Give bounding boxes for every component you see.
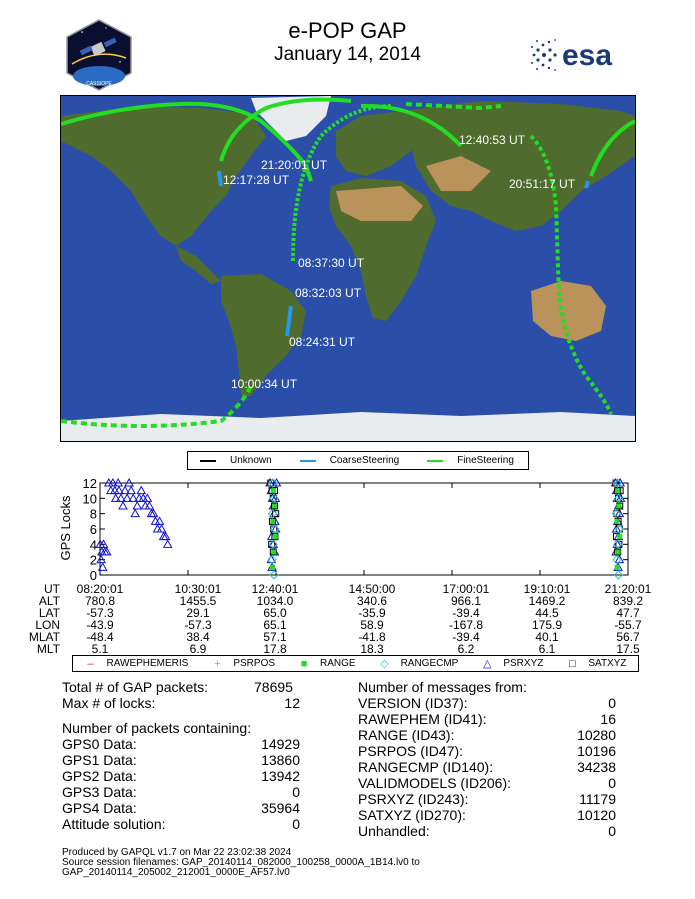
- range-point: [270, 519, 275, 524]
- psrxyz-point: [119, 502, 127, 509]
- page-title: e-POP GAP: [288, 18, 407, 43]
- map-label-1: 21:20:01 UT: [261, 158, 328, 172]
- legend-coarse-line: [300, 460, 316, 462]
- message-count-value: 10196: [577, 743, 616, 759]
- range-point: [615, 488, 620, 493]
- range-point: [271, 550, 276, 555]
- legend-fine-label: FineSteering: [457, 455, 514, 466]
- ephemeris-row-lon: [20, 619, 680, 631]
- y-tick-label: 10: [82, 491, 97, 507]
- mission-logo-text: CASSIOPE: [86, 81, 112, 87]
- message-count-value: 10280: [577, 727, 616, 743]
- packet-count-label: Attitude solution:: [62, 816, 166, 832]
- ephemeris-cell: 175.9: [531, 618, 563, 632]
- ephemeris-row-lat: [20, 607, 680, 619]
- message-count-value: 34238: [577, 759, 616, 775]
- ephemeris-row-mlat: [20, 631, 680, 643]
- ephemeris-cell: 780.8: [84, 594, 116, 608]
- ephemeris-cell: 47.7: [616, 606, 640, 620]
- ephemeris-row-label: LAT: [38, 606, 60, 620]
- legend-psrxyz: [481, 657, 543, 670]
- ephemeris-cell: 17.8: [263, 642, 287, 656]
- message-count-label: Unhandled:: [358, 823, 430, 839]
- ephemeris-row-ut: [20, 583, 680, 595]
- ephemeris-cell: -167.8: [448, 618, 484, 632]
- legend-coarse: [300, 455, 399, 466]
- ephemeris-row-label: ALT: [38, 594, 60, 608]
- message-count-row: [358, 727, 618, 743]
- message-count-row: [358, 791, 618, 807]
- ephemeris-cell: 65.1: [263, 618, 287, 632]
- ephemeris-cell: 21:20:01: [604, 582, 652, 596]
- track-coarse-3: [586, 181, 588, 188]
- ephemeris-cell: -35.9: [358, 606, 386, 620]
- legend-symbol-icon: –: [87, 657, 94, 670]
- total-packets-value: 78695: [254, 679, 293, 695]
- legend-label: RANGECMP: [400, 658, 459, 669]
- message-count-label: VERSION (ID37):: [358, 695, 468, 711]
- legend-label: PSRXYZ: [503, 658, 544, 669]
- map-label-4: 20:51:17 UT: [509, 177, 576, 191]
- esa-logo: [528, 36, 638, 74]
- ephemeris-cell: 6.1: [538, 642, 556, 656]
- message-count-value: 0: [608, 823, 616, 839]
- map-label-7: 08:24:31 UT: [289, 335, 356, 349]
- ephemeris-cell: 1469.2: [528, 594, 566, 608]
- message-count-label: PSRPOS (ID47):: [358, 743, 464, 759]
- ephemeris-cell: -48.4: [86, 630, 114, 644]
- ephemeris-table: [20, 583, 680, 655]
- psrxyz-point: [111, 487, 119, 494]
- psrxyz-point: [151, 517, 159, 524]
- footer: [62, 848, 420, 878]
- ephemeris-cell: 6.9: [189, 642, 207, 656]
- legend-range: [298, 658, 356, 670]
- ephemeris-cell: 17:00:01: [442, 582, 490, 596]
- legend-fine-line: [427, 460, 443, 462]
- messages-heading: Number of messages from:: [358, 679, 527, 695]
- legend-psrpos: [211, 658, 275, 670]
- message-count-value: 11179: [579, 791, 616, 807]
- footer-source-1: Source session filenames: GAP_20140114_082000_100258_0000A_1B14.lv0 to: [62, 857, 420, 868]
- ephemeris-cell: 18.3: [360, 642, 384, 656]
- esa-logo-text: esa: [562, 39, 613, 72]
- packet-count-label: GPS1 Data:: [62, 752, 137, 768]
- legend-symbol-icon: □: [569, 657, 576, 670]
- ephemeris-cell: 44.5: [535, 606, 559, 620]
- world-map: [61, 96, 635, 441]
- legend-label: SATXYZ: [588, 658, 627, 669]
- packet-count-row: [62, 784, 300, 800]
- message-count-label: VALIDMODELS (ID206):: [358, 775, 512, 791]
- ephemeris-cell: 1034.0: [256, 594, 294, 608]
- legend-unknown-label: Unknown: [230, 455, 272, 466]
- max-locks-row: [62, 695, 300, 711]
- message-count-row: [358, 743, 618, 759]
- ephemeris-cell: -39.4: [452, 630, 480, 644]
- range-point: [272, 504, 277, 509]
- ephemeris-cell: -43.9: [86, 618, 114, 632]
- ephemeris-cell: 19:10:01: [523, 582, 571, 596]
- packet-count-value: 35964: [261, 800, 300, 816]
- mission-logo: [62, 18, 136, 92]
- packet-count-label: GPS3 Data:: [62, 784, 137, 800]
- psrxyz-point: [139, 494, 147, 501]
- packet-count-value: 13860: [261, 752, 300, 768]
- message-count-value: 16: [600, 711, 616, 727]
- ephemeris-cell: 12:40:01: [251, 582, 299, 596]
- y-tick-label: 0: [89, 568, 97, 583]
- legend-label: PSRPOS: [233, 658, 276, 669]
- psrxyz-point: [107, 487, 115, 494]
- legend-label: RANGE: [320, 658, 356, 669]
- ephemeris-row-label: MLT: [36, 642, 60, 656]
- steering-legend: [187, 451, 529, 470]
- psrxyz-point: [137, 487, 145, 494]
- message-count-row: [358, 759, 618, 775]
- range-point: [617, 534, 622, 539]
- ephemeris-cell: 58.9: [360, 618, 384, 632]
- ephemeris-cell: 6.2: [457, 642, 475, 656]
- range-point: [270, 565, 275, 570]
- map-label-6: 08:32:03 UT: [295, 286, 362, 300]
- ephemeris-cell: -55.7: [614, 618, 642, 632]
- antarctica: [61, 412, 635, 441]
- ephemeris-cell: 65.0: [263, 606, 287, 620]
- y-axis-label: GPS Locks: [58, 495, 73, 561]
- map-label-2: 12:17:28 UT: [223, 173, 290, 187]
- ephemeris-row-label: UT: [44, 582, 60, 596]
- ephemeris-cell: 966.1: [450, 594, 482, 608]
- ephemeris-row-label: LON: [35, 618, 60, 632]
- max-locks-value: 12: [284, 695, 300, 711]
- ephemeris-cell: -41.8: [358, 630, 386, 644]
- ephemeris-cell: 839.2: [612, 594, 644, 608]
- summary-left: [62, 679, 300, 832]
- packet-count-row: [62, 768, 300, 784]
- packet-count-row: [62, 736, 300, 752]
- message-count-label: PSRXYZ (ID243):: [358, 791, 469, 807]
- ephemeris-cell: 08:20:01: [76, 582, 124, 596]
- plot-frame: [100, 483, 628, 575]
- containing-heading: Number of packets containing:: [62, 720, 252, 736]
- message-count-row: [358, 807, 618, 823]
- footer-source-2: GAP_20140114_205002_212001_0000E_AF57.lv0: [62, 867, 290, 878]
- packet-count-label: GPS2 Data:: [62, 768, 137, 784]
- packet-count-value: 0: [292, 784, 300, 800]
- ephemeris-cell: 14:50:00: [348, 582, 396, 596]
- packet-count-row: [62, 816, 300, 832]
- psrxyz-point: [145, 502, 153, 509]
- map-label-8: 10:00:34 UT: [231, 377, 298, 391]
- message-count-label: SATXYZ (ID270):: [358, 807, 466, 823]
- psrxyz-point: [154, 525, 162, 532]
- range-point: [614, 519, 619, 524]
- range-point: [616, 504, 621, 509]
- ephemeris-cell: 5.1: [91, 642, 109, 656]
- range-point: [616, 550, 621, 555]
- y-tick-label: 4: [89, 537, 97, 553]
- y-tick-label: 2: [89, 552, 97, 568]
- message-count-label: RANGE (ID43):: [358, 727, 455, 743]
- max-locks-label: Max # of locks:: [62, 695, 156, 711]
- legend-symbol-icon: +: [214, 657, 221, 670]
- y-tick-label: 6: [89, 522, 97, 537]
- ephemeris-row-alt: [20, 595, 680, 607]
- packet-count-label: GPS0 Data:: [62, 736, 137, 752]
- y-tick-label: 12: [82, 476, 97, 491]
- message-count-value: 0: [608, 695, 616, 711]
- legend-symbol-icon: ■: [300, 657, 308, 670]
- legend-satxyz: [566, 658, 626, 670]
- legend-symbol-icon: △: [483, 658, 492, 670]
- message-count-label: RANGECMP (ID140):: [358, 759, 494, 775]
- range-point: [271, 488, 276, 493]
- legend-coarse-label: CoarseSteering: [329, 455, 400, 466]
- range-point: [273, 534, 278, 539]
- message-count-row: [358, 695, 618, 711]
- ephemeris-cell: 340.6: [356, 594, 388, 608]
- total-packets-label: Total # of GAP packets:: [62, 679, 209, 695]
- map-label-3: 12:40:53 UT: [459, 133, 526, 147]
- psrxyz-point: [141, 502, 149, 509]
- message-count-row: [358, 775, 618, 791]
- message-count-value: 10120: [577, 807, 616, 823]
- ephemeris-cell: -39.4: [452, 606, 480, 620]
- packet-count-row: [62, 800, 300, 816]
- message-count-row: [358, 823, 618, 839]
- legend-rangecmp: [379, 657, 459, 670]
- ground-track-map: [60, 95, 636, 442]
- ephemeris-row-label: MLAT: [28, 630, 60, 644]
- psrxyz-point: [133, 502, 141, 509]
- packet-counts: [62, 736, 300, 832]
- message-counts: [358, 695, 618, 839]
- legend-rawephemeris: [84, 658, 188, 670]
- range-point: [615, 565, 620, 570]
- ephemeris-row-mlt: [20, 643, 680, 655]
- psrxyz-point: [164, 540, 172, 547]
- ephemeris-cell: -57.3: [184, 618, 212, 632]
- legend-label: RAWEPHEMERIS: [106, 658, 189, 669]
- message-legend: [72, 655, 639, 672]
- ephemeris-cell: 38.4: [186, 630, 210, 644]
- ephemeris-cell: 17.5: [616, 642, 640, 656]
- psrxyz-point: [158, 525, 166, 532]
- summary-right: [358, 679, 618, 839]
- message-count-label: RAWEPHEM (ID41):: [358, 711, 487, 727]
- y-tick-label: 8: [89, 506, 97, 522]
- ephemeris-cell: -57.3: [86, 606, 114, 620]
- legend-unknown-line: [200, 460, 216, 462]
- map-label-5: 08:37:30 UT: [298, 256, 365, 270]
- packet-count-value: 14929: [261, 736, 300, 752]
- psrxyz-point: [131, 510, 139, 517]
- legend-fine: [427, 455, 514, 466]
- chart-points: [96, 479, 624, 579]
- packet-count-value: 0: [292, 816, 300, 832]
- ephemeris-cell: 10:30:01: [174, 582, 222, 596]
- page-date: January 14, 2014: [274, 44, 421, 65]
- ephemeris-cell: 29.1: [186, 606, 210, 620]
- packet-count-value: 13942: [261, 768, 300, 784]
- total-packets-row: [62, 679, 293, 695]
- ephemeris-cell: 56.7: [616, 630, 640, 644]
- ephemeris-cell: 1455.5: [179, 594, 217, 608]
- message-count-row: [358, 711, 618, 727]
- psrxyz-point: [156, 517, 164, 524]
- ephemeris-cell: 57.1: [263, 630, 287, 644]
- packet-count-row: [62, 752, 300, 768]
- packet-count-label: GPS4 Data:: [62, 800, 137, 816]
- message-count-value: 0: [608, 775, 616, 791]
- ephemeris-cell: 40.1: [535, 630, 559, 644]
- legend-symbol-icon: ◇: [380, 658, 389, 670]
- legend-unknown: [200, 455, 272, 466]
- footer-produced: Produced by GAPQL v1.7 on Mar 22 23:02:38 2024: [62, 847, 292, 858]
- track-coarse-1: [219, 171, 221, 186]
- psrxyz-point: [143, 494, 151, 501]
